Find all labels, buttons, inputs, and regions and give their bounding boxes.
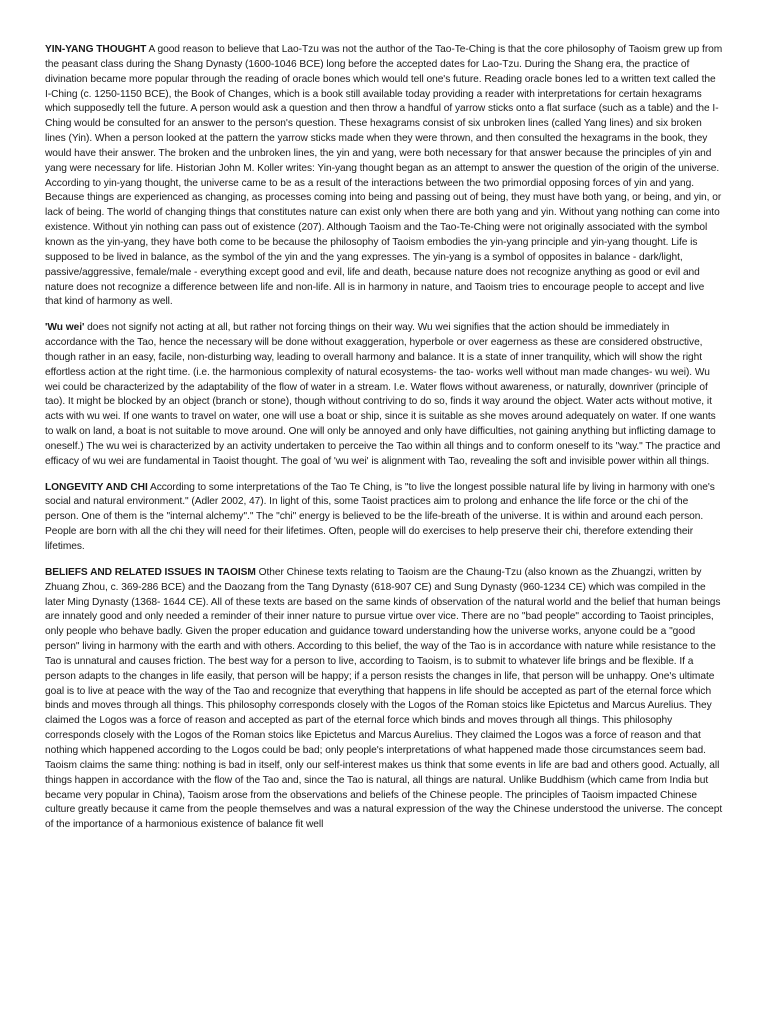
section-heading: 'Wu wei' — [45, 322, 85, 334]
paragraph-wu-wei — [45, 321, 723, 469]
paragraph-beliefs — [45, 566, 723, 833]
section-heading: LONGEVITY AND CHI — [45, 481, 148, 493]
paragraph-yin-yang — [45, 43, 723, 310]
paragraph-longevity-chi — [45, 481, 723, 555]
section-heading: YIN-YANG THOUGHT — [45, 44, 147, 55]
paragraph-text: A good reason to believe that Lao-Tzu was not the author of the Tao-Te-Ching is that the core philosophy of Taoism grew up from the peasant class during the Shang Dynasty (1600-1046 BCE) long before the accepted dates for Lao-Tzu. During the Shang era, the practice of divination became more popular through the reading of oracle bones which would tell one's future. Reading oracle bones led to a written text called the I-Ching (c. 1250-1150 BCE), the Book of Changes, which is a book still available today providing a reader with interpretations for certain hexagrams which supposedly tell the future. A person would ask a question and then throw a handful of yarrow sticks onto a flat surface (such as a table) and the I-Ching would be consulted for an answer to the person's question. These hexagrams consist of six unbroken lines (called Yang lines) and six broken lines (Yin). When a person looked at the pattern the yarrow sticks made when they were thrown, and then consulted the hexagrams in the book, they would have their answer. The broken and the unbroken lines, the yin and yang, were both necessary for that answer because the principles of yin and yang were necessary for life. Historian John M. Koller writes: Yin-yang thought began as an attempt to answer the question of the origin of the universe. According to yin-yang thought, the universe came to be as a result of the interactions between the two primordial opposing forces of yin and yang. Because things are experienced as changing, as processes coming into being and passing out of being, they must have both yang, or being, and yin, or lack of being. The world of changing things that constitutes nature can exist only when there are both yang and yin. Without yang nothing can come into existence. Without yin nothing can pass out of existence (207). Although Taoism and the Tao-Te-Ching were not originally associated with the symbol known as the yin-yang, they have both come to be because the philosophy of Taoism embodies the yin-yang principle and yin-yang thought. Life is supposed to be lived in balance, as the symbol of the yin and the yang expresses. The yin-yang is a symbol of opposites in balance - dark/light, passive/aggressive, female/male - everything except good and evil, life and death, because nature does not recognize anything as good or evil and nature does not recognize a difference between life and non-life. All is in harmony in nature, and Taoism tries to encourage people to accept and live that kind of harmony as well. — [45, 44, 723, 308]
document-page — [45, 43, 723, 844]
section-heading: BELIEFS AND RELATED ISSUES IN TAOISM — [45, 566, 256, 578]
paragraph-text: does not signify not acting at all, but rather not forcing things on their way. Wu wei signifies that the action should be immediately in accordance with the Tao, hence the necessary will be done without exaggeration, hyperbole or over eagerness as these are considered obstructive, though rather in an easy, facile, non-disturbing way, leading to overall harmony and balance. It is a state of inner tranquility, which will show the right effortless action at the right time. (i.e. the harmonious complexity of natural ecosystems- the tao- works well without man made changes- wu wei). Wu wei could be characterized by the adaptability of the flow of water in a stream. I.e. Water flows without awareness, or naturally, downriver (principle of tao). It might be blocked by an object (branch or stone), though without contriving to do so, finds it way around the object. Water acts without motive, it acts with wu wei. If one wants to travel on water, one will use a boat or ship, since it is suitable as she moves around adequately on water. If one wants to walk on land, a boat is not suitable to move around. One will only be annoyed and only have difficulties, not gaining anything but inflicting damage to oneself.) The wu wei is characterized by an activity undertaken to perceive the Tao within all things and to conform oneself to its "way." The practice and efficacy of wu wei are fundamental in Taoist thought. The goal of 'wu wei' is alignment with Tao, revealing the soft and invisible power within all things. — [45, 322, 721, 467]
paragraph-text: According to some interpretations of the Tao Te Ching, is "to live the longest possible natural life by living in harmony with one's social and natural environment." (Adler 2002, 47). In light of this, some Taoist practices aim to prolong and enhance the life force or the chi of the person. One of them is the "internal alchemy"." The "chi" energy is believed to be the life-breath of the universe. It is within and around each person. People are born with all the chi they will need for their lifetimes. Often, people will do exercises to help preserve their chi, therefore extending their lifetimes. — [45, 481, 715, 552]
paragraph-text: Other Chinese texts relating to Taoism are the Chaung-Tzu (also known as the Zhuangzi, written by Zhuang Zhou, c. 369-286 BCE) and the Daozang from the Tang Dynasty (618-907 CE) and Sung Dynasty (960-1234 CE) which was compiled in the later Ming Dynasty (1368- 1644 CE). All of these texts are based on the same kinds of observation of the natural world and the belief that human beings are innately good and only needed a reminder of their inner nature to pursue virtue over vice. There are no "bad people" according to Taoist principles, only people who behave badly. Given the proper education and guidance toward understanding how the universe works, anyone could be a "good person" living in harmony with the earth and with others. According to this belief, the way of the Tao is in accordance with nature while resistance to the Tao is unnatural and causes friction. The best way for a person to live, according to Taoism, is to submit to whatever life brings and be flexible. If a person adapts to the changes in life easily, that person will be happy; if a person resists the changes in life, that person will be unhappy. One's ultimate goal is to live at peace with the way of the Tao and recognize that everything that happens in life should be accepted as part of the eternal force which binds and moves through all things. This philosophy corresponds closely with the Logos of the Roman stoics like Epictetus and Marcus Aurelius. They claimed the Logos was a force of reason and accepted as part of the eternal force which binds and moves through all things. This philosophy corresponds closely with the Logos of the Roman stoics like Epictetus and Marcus Aurelius. They claimed the Logos was a force of reason and that nothing which happened according to the Logos could be bad; only people's interpretations of what happened made those circumstances seem bad. Taoism claims the same thing: nothing is bad in itself, only our self-interest makes us think that some events in life are bad and others good. Actually, all things happen in accordance with the flow of the Tao and, since the Tao is natural, all things are natural. Unlike Buddhism (which came from India but became very popular in China), Taoism arose from the observations and beliefs of the Chinese people. The principles of Taoism impacted Chinese culture greatly because it came from the people themselves and was a natural expression of the way the Chinese understood the universe. The concept of the importance of a harmonious existence of balance fit well — [45, 566, 723, 831]
